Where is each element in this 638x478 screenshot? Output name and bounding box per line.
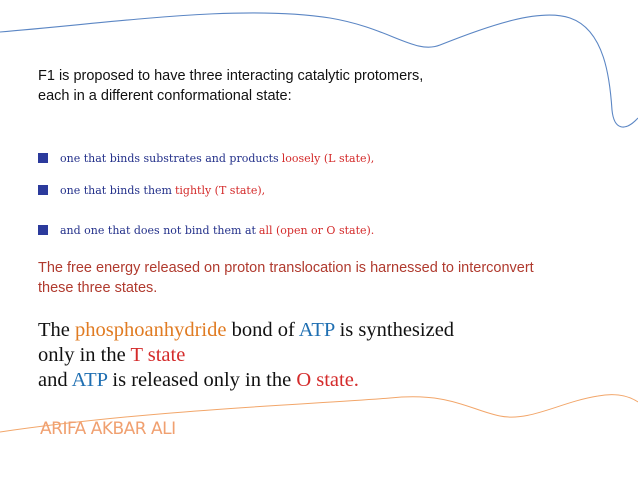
- o-state-term: O state.: [296, 369, 359, 391]
- square-bullet-icon: [38, 153, 48, 163]
- intro-line-1: F1 is proposed to have three interacting catalytic protomers,: [38, 68, 424, 84]
- free-energy-text: [38, 258, 608, 298]
- atp-line-2: [38, 343, 618, 368]
- bullet-highlight: loosely (L state),: [281, 151, 375, 165]
- atp-text: bond of: [226, 319, 299, 341]
- bullet-tight-state: [38, 180, 265, 200]
- square-bullet-icon: [38, 225, 48, 235]
- atp-term: ATP: [71, 369, 108, 391]
- t-state-term: T state: [130, 344, 186, 366]
- atp-text: is released only in the: [107, 369, 297, 391]
- atp-line-3: [38, 368, 618, 393]
- bullet-highlight: all (open or O state).: [258, 223, 375, 237]
- intro-line-2: each in a different conformational state:: [38, 88, 292, 104]
- author-signature: ARIFA AKBAR ALI: [40, 419, 176, 439]
- bullet-text: and one that does not bind them at: [60, 223, 256, 237]
- atp-text: is synthesized: [334, 319, 455, 341]
- phosphoanhydride-term: phosphoanhydride: [75, 319, 227, 341]
- atp-line-1: [38, 318, 618, 343]
- atp-text: and: [38, 369, 72, 391]
- atp-term: ATP: [298, 319, 335, 341]
- free-energy-line-2: these three states.: [38, 280, 158, 296]
- square-bullet-icon: [38, 185, 48, 195]
- atp-text: The: [38, 319, 75, 341]
- atp-text: only in the: [38, 344, 131, 366]
- intro-text: [38, 66, 508, 106]
- bullet-open-state: [38, 220, 374, 240]
- bullet-loose-state: [38, 148, 374, 168]
- free-energy-line-1: The free energy released on proton translocation is harnessed to interconvert: [38, 260, 534, 276]
- bullet-text: one that binds them: [60, 183, 172, 197]
- bullet-text: one that binds substrates and products: [60, 151, 279, 165]
- bullet-highlight: tightly (T state),: [174, 183, 266, 197]
- atp-statement: [38, 318, 618, 393]
